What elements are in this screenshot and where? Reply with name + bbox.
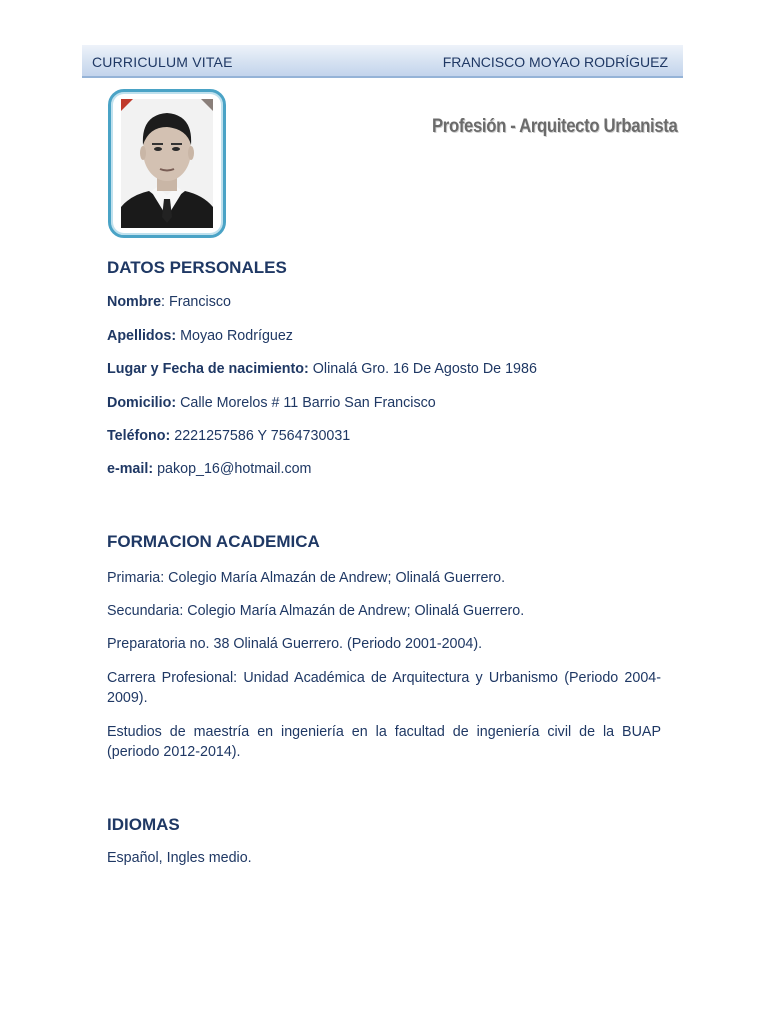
field-apellidos xyxy=(107,328,293,344)
formacion-item-preparatoria: Preparatoria no. 38 Olinalá Guerrero. (Periodo 2001-2004). xyxy=(107,636,483,652)
field-nombre xyxy=(107,294,231,310)
field-label: Domicilio: xyxy=(107,395,177,411)
field-lugar-fecha xyxy=(107,361,537,377)
profile-photo xyxy=(121,99,213,228)
profile-photo-frame xyxy=(108,89,226,238)
field-label: Apellidos: xyxy=(107,328,177,344)
formacion-item-maestria: Estudios de maestría en ingeniería en la facultad de ingeniería civil de la BUAP (periodo 2012-2014). xyxy=(107,724,661,760)
formacion-item-carrera: Carrera Profesional: Unidad Académica de Arquitectura y Urbanismo (Periodo 2004-2009). xyxy=(107,670,661,706)
field-value: Francisco xyxy=(168,294,231,310)
field-label: e-mail: xyxy=(107,461,154,477)
field-label: Nombre xyxy=(107,294,162,310)
field-separator: : xyxy=(161,294,169,310)
field-value: pakop_16@hotmail.com xyxy=(157,461,312,477)
field-value: Moyao Rodríguez xyxy=(180,328,293,344)
field-label: Teléfono: xyxy=(107,428,171,444)
section-title-idiomas: IDIOMAS xyxy=(107,815,180,834)
field-label: Lugar y Fecha de nacimiento: xyxy=(107,361,309,377)
formacion-item-secundaria: Secundaria: Colegio María Almazán de Andrew; Olinalá Guerrero. xyxy=(107,603,525,619)
idiomas-text: Español, Ingles medio. xyxy=(107,850,252,866)
field-value: Calle Morelos # 11 Barrio San Francisco xyxy=(180,395,436,411)
formacion-item-primaria: Primaria: Colegio María Almazán de Andrew; Olinalá Guerrero. xyxy=(107,570,506,586)
field-email xyxy=(107,461,311,477)
section-title-datos-personales: DATOS PERSONALES xyxy=(107,258,287,277)
field-domicilio xyxy=(107,395,436,411)
author-name: FRANCISCO MOYAO RODRÍGUEZ xyxy=(442,54,668,70)
field-value: 2221257586 Y 7564730031 xyxy=(174,428,351,444)
document-title: CURRICULUM VITAE xyxy=(92,54,233,70)
section-title-formacion-academica: FORMACION ACADEMICA xyxy=(107,532,320,551)
field-telefono xyxy=(107,428,350,444)
profession-heading: Profesión - Arquitecto Urbanista xyxy=(432,116,678,137)
field-value: Olinalá Gro. 16 De Agosto De 1986 xyxy=(312,361,537,377)
header-bar xyxy=(82,45,683,78)
